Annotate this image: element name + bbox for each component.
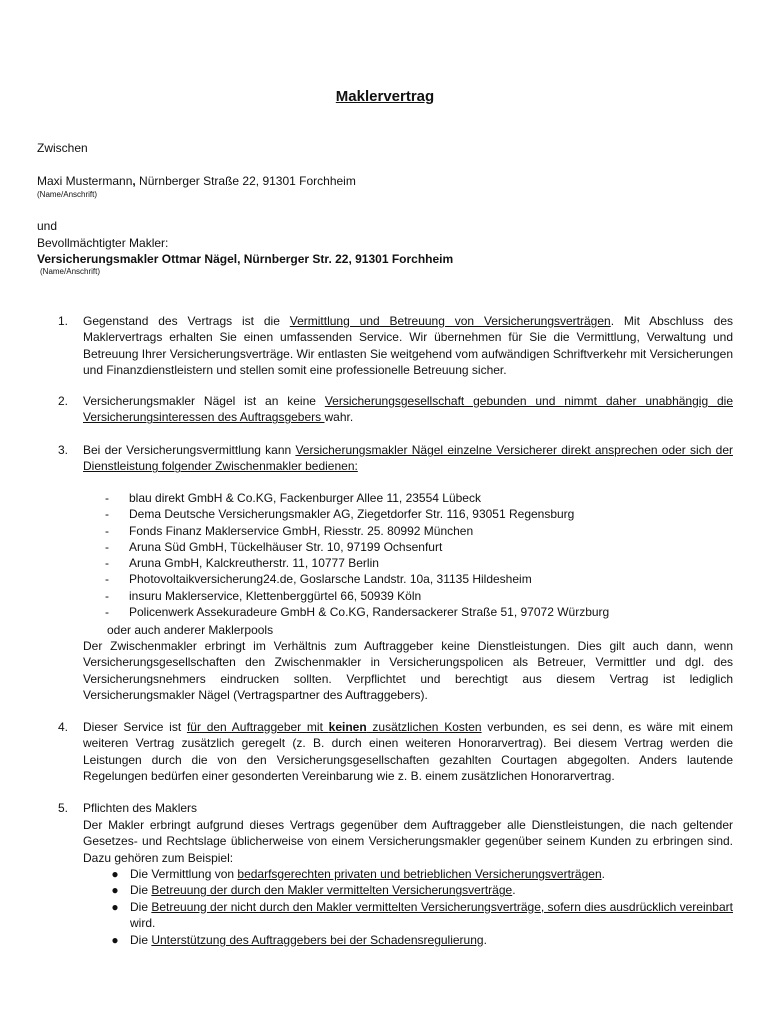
section-1-rest: . Mit Abschluss des Maklervertrags erhalten Sie einen umfassenden Service. Wir übernehmen für Sie die Vermittlung, Verwaltung und Betreuung Ihrer Versicherungsverträge. Wir entlasten Sie weitgehend vom aufwändigen Schriftverkehr mit Versicherungen und Finanzdienstleistern und stellen somit eine professionelle Betreuung sicher. (83, 314, 734, 378)
section-3-tail: Der Zwischenmakler erbringt im Verhältnis zum Auftraggeber keine Dienstleistungen. Dies gilt auch dann, wenn Versicherungsgesellschaften den Zwischenmakler in Versicherungspolicen als Betreuer, Vermittler und dgl. des Versicherungsnehmers eindrucken sollten. Verpflichtet und berechtigt aus diesem Vertrag ist lediglich Versicherungsmakler Nägel (Vertragspartner des Auftraggebers). (83, 639, 733, 703)
list-item (100, 882, 740, 898)
client-address: Nürnberger Straße 22, 91301 Forchheim (135, 174, 356, 188)
duty-underlined: bedarfsgerechten privaten und betrieblichen Versicherungsverträgen (237, 867, 602, 881)
duty-post: . (512, 883, 516, 898)
section-2-rest: wahr. (324, 410, 354, 425)
document-title: Maklervertrag (335, 88, 435, 105)
section-4-underlined-a: für den Auftraggeber mit (186, 720, 329, 734)
list-item (100, 899, 740, 932)
other-pools-text: oder auch anderer Maklerpools (107, 623, 274, 637)
duty-pre: Die (130, 932, 152, 947)
intermediary-name: Dema Deutsche Versicherungsmakler AG, Ziegetdorfer Str. 116, 93051 Regensburg (129, 507, 575, 522)
section-1-lead: Gegenstand des Vertrags ist die (83, 314, 290, 328)
list-item (105, 523, 705, 539)
intermediary-name: Policenwerk Assekuradeure GmbH & Co.KG, Randersackerer Straße 51, 97072 Würzburg (129, 605, 610, 620)
duty-underlined: Unterstützung des Auftraggebers bei der Schadensregulierung (151, 932, 484, 947)
duty-underlined: Betreuung der durch den Makler vermittelten Versicherungsverträge (151, 883, 513, 898)
duty-post: . (601, 867, 605, 881)
section-4-underlined-bold: keinen (328, 720, 367, 734)
list-item (105, 539, 705, 555)
dash-marker: - (105, 539, 109, 554)
duties-list (100, 866, 740, 948)
duty-post: wird. (130, 916, 156, 931)
list-item (100, 932, 740, 948)
section-5-intro: Der Makler erbringt aufgrund dieses Vertrags gegenüber dem Auftraggeber alle Dienstleistungen, die nach geltender Gesetzes- und Rechtslage üblicherweise von einem Versicherungsmakler gegenüber seinem Kunden zu erbringen sind. Dazu gehören zum Beispiel: (83, 818, 733, 865)
duty-pre: Die (130, 899, 152, 914)
section-3-underlined: Versicherungsmakler Nägel einzelne Versicherer direkt ansprechen oder sich der Dienstleistung folgender Zwischenmakler bedienen: (83, 443, 733, 474)
bullet-marker: ● (111, 932, 119, 947)
client-comma: , (132, 174, 136, 188)
duty-underlined: Betreuung der nicht durch den Makler vermittelten Versicherungsverträge, sofern dies ausdrücklich vereinbart (151, 899, 733, 914)
broker-name-address: Versicherungsmakler Ottmar Nägel, Nürnberger Str. 22, 91301 Forchheim (37, 252, 454, 266)
section-3-number: 3. (58, 443, 69, 457)
intermediary-list (105, 490, 705, 620)
broker-role-label: Bevollmächtigter Makler: (37, 236, 169, 250)
broker-caption: (Name/Anschrift) (40, 267, 101, 276)
between-label: Zwischen (37, 141, 88, 155)
intermediary-name: Photovoltaikversicherung24.de, Goslarsche Landstr. 10a, 31135 Hildesheim (129, 572, 532, 587)
duty-post: . (483, 932, 487, 947)
bullet-marker: ● (111, 883, 119, 898)
dash-marker: - (105, 572, 109, 587)
intermediary-name: Aruna Süd GmbH, Tückelhäuser Str. 10, 97199 Ochsenfurt (129, 539, 443, 554)
intermediary-name: insuru Maklerservice, Klettenberggürtel 66, 50939 Köln (129, 588, 422, 603)
section-4-underlined-b: zusätzlichen Kosten (366, 720, 482, 734)
section-4-number: 4. (58, 720, 69, 734)
list-item (100, 866, 740, 882)
section-4-rest: verbunden, es sei denn, es wäre mit einem weiteren Vertrag zusätzlich geregelt (z. B. durch einen weiteren Honorarvertrag). Bei diesem Vertrag werden die Leistungen durch die von den Versicherungsgesellschaften gezahlten Courtagen abgegolten. Anders lautende Regelungen bedürfen einer gesonderten Vereinbarung wie z. B. einem zusätzlichen Honorarvertrag. (83, 720, 734, 784)
dash-marker: - (105, 588, 109, 603)
section-4-lead: Dieser Service ist (83, 720, 187, 734)
dash-marker: - (105, 556, 109, 571)
section-3-lead: Bei der Versicherungsvermittlung kann (83, 443, 296, 457)
section-2-underlined: Versicherungsgesellschaft gebunden und nimmt daher unabhängig die Versicherungsinteressen des Auftragsgebers (83, 394, 734, 425)
list-item (105, 555, 705, 571)
bullet-marker: ● (111, 899, 119, 914)
dash-marker: - (105, 507, 109, 522)
duty-pre: Die (130, 883, 152, 898)
intermediary-name: blau direkt GmbH & Co.KG, Fackenburger Allee 11, 23554 Lübeck (129, 491, 481, 505)
dash-marker: - (105, 605, 109, 620)
intermediary-name: Aruna GmbH, Kalckreutherstr. 11, 10777 Berlin (129, 556, 379, 571)
section-5-heading: Pflichten des Maklers (83, 801, 198, 815)
section-1-number: 1. (58, 314, 69, 328)
section-3-text (83, 442, 733, 475)
list-item (105, 571, 705, 587)
section-1-underlined: Vermittlung und Betreuung von Versicherungsverträgen (289, 314, 611, 328)
client-line (37, 173, 356, 189)
section-1-text (83, 313, 733, 379)
section-5-number: 5. (58, 801, 69, 815)
list-item (105, 490, 705, 506)
section-2-text (83, 393, 733, 426)
section-4-text (83, 719, 733, 785)
section-2-number: 2. (58, 394, 69, 408)
section-2-lead: Versicherungsmakler Nägel ist an keine (83, 394, 325, 408)
dash-marker: - (105, 491, 109, 505)
list-item (105, 588, 705, 604)
client-caption: (Name/Anschrift) (37, 190, 98, 199)
duty-pre: Die Vermittlung von (130, 867, 238, 881)
intermediary-name: Fonds Finanz Maklerservice GmbH, Riesstr. 25. 80992 München (129, 523, 474, 538)
dash-marker: - (105, 523, 109, 538)
and-label: und (37, 219, 58, 233)
list-item (105, 506, 705, 522)
list-item (105, 604, 705, 620)
bullet-marker: ● (111, 867, 119, 881)
client-name: Maxi Mustermann (37, 174, 133, 188)
